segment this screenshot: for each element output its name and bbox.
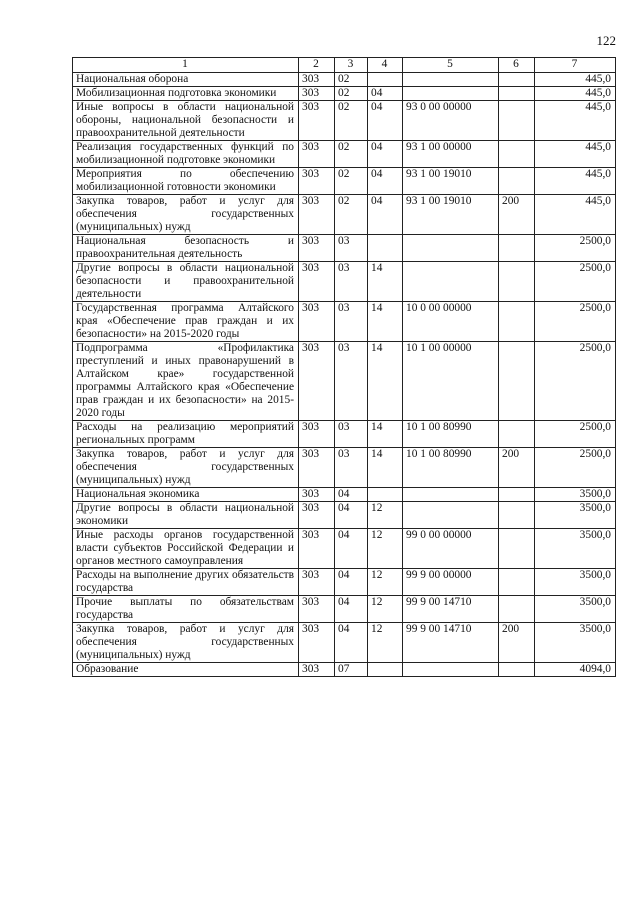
table-row [73,663,616,677]
subsection-code-cell: 04 [368,141,403,168]
target-article-cell: 99 9 00 14710 [403,596,499,623]
subsection-code-cell: 04 [368,87,403,101]
expense-type-cell [499,488,535,502]
amount-cell: 3500,0 [535,488,616,502]
subsection-code-cell: 12 [368,623,403,663]
amount-cell: 445,0 [535,168,616,195]
table-row [73,421,616,448]
row-name-cell: Национальная экономика [73,488,299,502]
subsection-code-cell: 04 [368,168,403,195]
subsection-code-cell [368,73,403,87]
expense-type-cell [499,73,535,87]
expense-type-cell: 200 [499,195,535,235]
admin-code-cell: 303 [299,87,335,101]
target-article-cell [403,488,499,502]
table-row [73,502,616,529]
amount-cell: 3500,0 [535,502,616,529]
table-row [73,262,616,302]
amount-cell: 2500,0 [535,235,616,262]
section-code-cell: 02 [335,101,368,141]
table-row [73,448,616,488]
section-code-cell: 03 [335,448,368,488]
row-name-cell: Другие вопросы в области национальной экономики [73,502,299,529]
amount-cell: 2500,0 [535,302,616,342]
amount-cell: 3500,0 [535,529,616,569]
target-article-cell: 93 0 00 00000 [403,101,499,141]
subsection-code-cell: 14 [368,421,403,448]
row-name-cell: Иные расходы органов государственной власти субъектов Российской Федерации и органов местного самоуправления [73,529,299,569]
expense-type-cell [499,302,535,342]
admin-code-cell: 303 [299,195,335,235]
budget-table [72,57,616,677]
admin-code-cell: 303 [299,421,335,448]
amount-cell: 445,0 [535,141,616,168]
row-name-cell: Закупка товаров, работ и услуг для обеспечения государственных (муниципальных) нужд [73,195,299,235]
row-name-cell: Мероприятия по обеспечению мобилизационной готовности экономики [73,168,299,195]
section-code-cell: 02 [335,141,368,168]
target-article-cell: 93 1 00 00000 [403,141,499,168]
header-row [73,58,616,73]
page-number: 122 [596,33,616,48]
column-header: 4 [368,58,403,73]
target-article-cell: 99 9 00 14710 [403,623,499,663]
expense-type-cell [499,421,535,448]
section-code-cell: 02 [335,73,368,87]
target-article-cell [403,87,499,101]
amount-cell: 445,0 [535,87,616,101]
admin-code-cell: 303 [299,502,335,529]
section-code-cell: 04 [335,596,368,623]
subsection-code-cell [368,663,403,677]
table-row [73,195,616,235]
section-code-cell: 04 [335,623,368,663]
admin-code-cell: 303 [299,663,335,677]
section-code-cell: 04 [335,488,368,502]
target-article-cell [403,262,499,302]
column-header: 5 [403,58,499,73]
subsection-code-cell: 14 [368,342,403,421]
column-header: 3 [335,58,368,73]
admin-code-cell: 303 [299,342,335,421]
amount-cell: 3500,0 [535,569,616,596]
column-header: 1 [73,58,299,73]
row-name-cell: Закупка товаров, работ и услуг для обеспечения государственных (муниципальных) нужд [73,623,299,663]
table-row [73,168,616,195]
admin-code-cell: 303 [299,101,335,141]
section-code-cell: 02 [335,168,368,195]
row-name-cell: Иные вопросы в области национальной обороны, национальной безопасности и правоохранительной деятельности [73,101,299,141]
target-article-cell: 10 1 00 80990 [403,448,499,488]
row-name-cell: Расходы на выполнение других обязательств государства [73,569,299,596]
subsection-code-cell: 04 [368,101,403,141]
row-name-cell: Национальная безопасность и правоохранительная деятельность [73,235,299,262]
table-row [73,101,616,141]
section-code-cell: 02 [335,87,368,101]
amount-cell: 2500,0 [535,262,616,302]
row-name-cell: Прочие выплаты по обязательствам государства [73,596,299,623]
expense-type-cell [499,529,535,569]
admin-code-cell: 303 [299,168,335,195]
target-article-cell: 93 1 00 19010 [403,168,499,195]
table-row [73,141,616,168]
subsection-code-cell: 12 [368,502,403,529]
section-code-cell: 03 [335,262,368,302]
section-code-cell: 04 [335,529,368,569]
amount-cell: 4094,0 [535,663,616,677]
row-name-cell: Государственная программа Алтайского края «Обеспечение прав граждан и их безопасности» на 2015-2020 годы [73,302,299,342]
admin-code-cell: 303 [299,262,335,302]
expense-type-cell: 200 [499,623,535,663]
amount-cell: 445,0 [535,73,616,87]
column-header: 6 [499,58,535,73]
table-row [73,623,616,663]
expense-type-cell [499,235,535,262]
row-name-cell: Расходы на реализацию мероприятий региональных программ [73,421,299,448]
expense-type-cell [499,342,535,421]
section-code-cell: 04 [335,502,368,529]
admin-code-cell: 303 [299,73,335,87]
admin-code-cell: 303 [299,302,335,342]
table-row [73,87,616,101]
target-article-cell: 10 1 00 80990 [403,421,499,448]
admin-code-cell: 303 [299,448,335,488]
expense-type-cell: 200 [499,448,535,488]
expense-type-cell [499,569,535,596]
subsection-code-cell: 12 [368,529,403,569]
row-name-cell: Закупка товаров, работ и услуг для обеспечения государственных (муниципальных) нужд [73,448,299,488]
expense-type-cell [499,502,535,529]
section-code-cell: 04 [335,569,368,596]
expense-type-cell [499,168,535,195]
target-article-cell [403,502,499,529]
target-article-cell: 93 1 00 19010 [403,195,499,235]
amount-cell: 445,0 [535,195,616,235]
table-row [73,529,616,569]
subsection-code-cell: 14 [368,302,403,342]
section-code-cell: 03 [335,421,368,448]
column-header: 2 [299,58,335,73]
subsection-code-cell: 12 [368,569,403,596]
expense-type-cell [499,663,535,677]
expense-type-cell [499,596,535,623]
row-name-cell: Мобилизационная подготовка экономики [73,87,299,101]
section-code-cell: 07 [335,663,368,677]
section-code-cell: 03 [335,302,368,342]
section-code-cell: 03 [335,235,368,262]
row-name-cell: Другие вопросы в области национальной безопасности и правоохранительной деятельности [73,262,299,302]
subsection-code-cell: 04 [368,195,403,235]
section-code-cell: 02 [335,195,368,235]
subsection-code-cell: 14 [368,448,403,488]
section-code-cell: 03 [335,342,368,421]
amount-cell: 3500,0 [535,596,616,623]
amount-cell: 445,0 [535,101,616,141]
table-row [73,302,616,342]
admin-code-cell: 303 [299,569,335,596]
target-article-cell [403,235,499,262]
admin-code-cell: 303 [299,623,335,663]
expense-type-cell [499,101,535,141]
target-article-cell: 10 0 00 00000 [403,302,499,342]
amount-cell: 2500,0 [535,421,616,448]
table-body [73,73,616,677]
expense-type-cell [499,87,535,101]
admin-code-cell: 303 [299,141,335,168]
subsection-code-cell: 14 [368,262,403,302]
admin-code-cell: 303 [299,235,335,262]
subsection-code-cell [368,488,403,502]
admin-code-cell: 303 [299,488,335,502]
target-article-cell [403,663,499,677]
amount-cell: 2500,0 [535,448,616,488]
target-article-cell: 10 1 00 00000 [403,342,499,421]
target-article-cell: 99 0 00 00000 [403,529,499,569]
amount-cell: 3500,0 [535,623,616,663]
row-name-cell: Национальная оборона [73,73,299,87]
amount-cell: 2500,0 [535,342,616,421]
table-row [73,596,616,623]
admin-code-cell: 303 [299,529,335,569]
row-name-cell: Подпрограмма «Профилактика преступлений и иных правонарушений в Алтайском крае» государственной программы Алтайского края «Обеспечение прав граждан и их безопасности» на 2015-2020 годы [73,342,299,421]
subsection-code-cell [368,235,403,262]
table-row [73,342,616,421]
table-row [73,569,616,596]
expense-type-cell [499,141,535,168]
row-name-cell: Образование [73,663,299,677]
subsection-code-cell: 12 [368,596,403,623]
admin-code-cell: 303 [299,596,335,623]
row-name-cell: Реализация государственных функций по мобилизационной подготовке экономики [73,141,299,168]
target-article-cell [403,73,499,87]
expense-type-cell [499,262,535,302]
table-row [73,488,616,502]
column-header: 7 [535,58,616,73]
table-row [73,73,616,87]
table-row [73,235,616,262]
target-article-cell: 99 9 00 00000 [403,569,499,596]
